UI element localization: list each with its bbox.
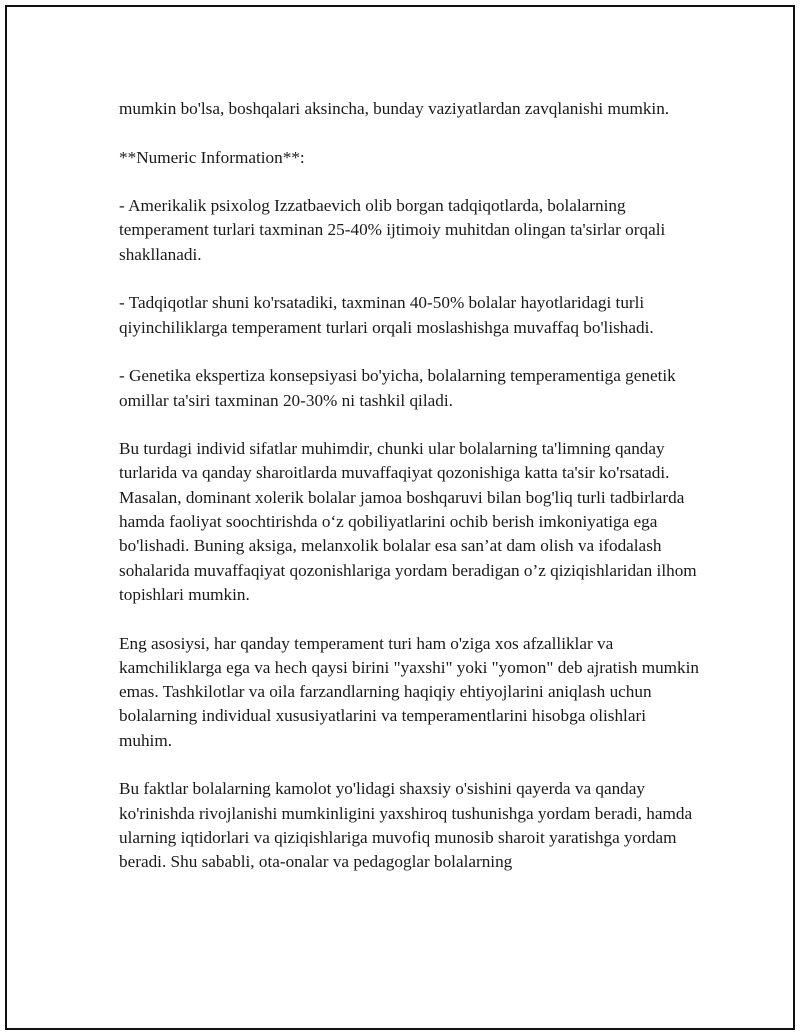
numeric-information-heading: **Numeric Information**: xyxy=(119,147,305,167)
document-body xyxy=(119,97,699,899)
document-page xyxy=(5,5,795,1030)
paragraph-individual-traits: Bu turdagi individ sifatlar muhimdir, chunki ular bolalarning ta'limning qanday turlarida va qanday sharoitlarda muvaffaqiyat qozonishiga katta ta'sir ko'rsatadi. Masalan, dominant xolerik bolalar jamoa boshqaruvi bilan bog'liq turli tadbirlarda hamda faoliyat soochtirishda o‘z qobiliyatlarini ochib berish imkoniyatiga ega bo'lishadi. Buning aksiga, melanxolik bolalar esa san’at dam olish va ifodalash sohalarida muvaffaqiyat qozonishlariga yordam beradigan o’z qiziqishlaridan ilhom topishlari mumkin. xyxy=(119,439,697,604)
bullet-item-genetics: - Genetika ekspertiza konsepsiyasi bo'yicha, bolalarning temperamentiga genetik omillar ta'siri taxminan 20-30% ni tashkil qiladi. xyxy=(119,366,676,410)
bullet-item-social-environment: - Amerikalik psixolog Izzatbaevich olib borgan tadqiqotlarda, bolalarning temperament turlari taxminan 25-40% ijtimoiy muhitdan olingan ta'sirlar orqali shakllanadi. xyxy=(119,196,666,264)
paragraph-continuation: mumkin bo'lsa, boshqalari aksincha, bunday vaziyatlardan zavqlanishi mumkin. xyxy=(119,99,670,118)
bullet-item-adaptation: - Tadqiqotlar shuni ko'rsatadiki, taxminan 40-50% bolalar hayotlaridagi turli qiyinchiliklarga temperament turlari orqali moslashishga muvaffaq bo'lishadi. xyxy=(119,293,654,337)
paragraph-facts: Bu faktlar bolalarning kamolot yo'lidagi shaxsiy o'sishini qayerda va qanday ko'rinishda rivojlanishi mumkinligini yaxshiroq tushunishga yordam beradi, hamda ularning iqtidorlari va qiziqishlariga muvofiq munosib sharoit yaratishga yordam beradi. Shu sababli, ota-onalar va pedagoglar bolalarning xyxy=(119,779,693,872)
paragraph-main-point: Eng asosiysi, har qanday temperament turi ham o'ziga xos afzalliklar va kamchiliklarga ega va hech qaysi birini "yaxshi" yoki "yomon" deb ajratish mumkin emas. Tashkilotlar va oila farzandlarning haqiqiy ehtiyojlarini aniqlash uchun bolalarning individual xususiyatlarini va temperamentlarini hisobga olishlari muhim. xyxy=(119,633,700,750)
